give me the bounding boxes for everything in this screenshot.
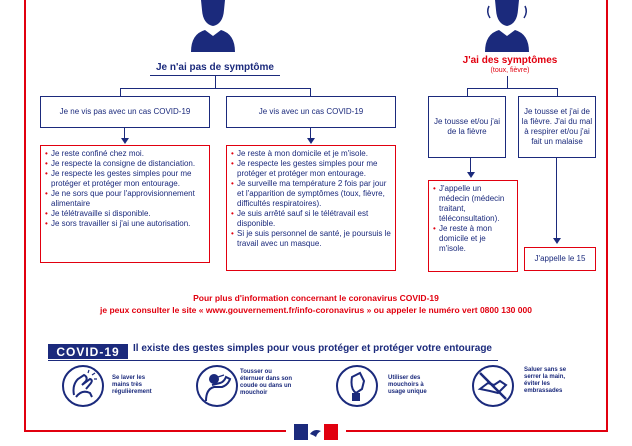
list-item: • Je reste confiné chez moi. <box>45 149 205 159</box>
marianne-logo <box>294 424 338 440</box>
covid-badge: COVID-19 <box>48 344 128 359</box>
list-item: • Si je suis personnel de santé, je poursuis le travail avec un masque. <box>231 229 391 249</box>
arrow-down-icon <box>553 238 561 244</box>
list-item: • Je suis arrêté sauf si le télétravail est disponible. <box>231 209 391 229</box>
list-item: • Je respecte les gestes simples pour me protéger et protéger mon entourage. <box>231 159 391 179</box>
connector-left-b <box>310 88 311 96</box>
gestures-title: Il existe des gestes simples pour vous protéger et protéger votre entourage <box>133 343 492 354</box>
option-severe-symptoms: Je tousse et j'ai de la fièvre. J'ai du mal à respirer et/ou j'ai fait un malaise <box>518 96 596 158</box>
no-symptom-heading: Je n'ai pas de symptôme <box>156 61 274 73</box>
hand-washing-icon <box>62 365 104 407</box>
connector-left-bar <box>120 88 310 89</box>
arrow-down-icon <box>121 138 129 144</box>
frame-bottom-border-right <box>346 430 608 432</box>
list-item: • Je télétravaille si disponible. <box>45 209 205 219</box>
call-15-box: J'appelle le 15 <box>524 247 596 271</box>
connector-right-d <box>557 88 558 96</box>
info-line-2: je peux consulter le site « www.gouvernement.fr/info-coronavirus » ou appeler le numéro vert 0800 130 000 <box>100 304 532 315</box>
list-item: • Je respecte les gestes simples pour me protéger et protéger mon entourage. <box>45 169 205 189</box>
arrow-stem-d <box>556 158 557 238</box>
person-symptom-icon <box>481 0 533 52</box>
frame-bottom-border-left <box>24 430 286 432</box>
connector-right-stem <box>507 76 508 88</box>
arrow-stem-c <box>470 158 471 172</box>
symptom-subheading: (toux, fièvre) <box>490 67 530 74</box>
gestures-underline <box>48 360 498 361</box>
list-item: • Je sors travailler si j'ai une autorisation. <box>45 219 205 229</box>
sneeze-elbow-icon <box>196 365 238 407</box>
arrow-down-icon <box>467 172 475 178</box>
advice-list-cough-or-fever <box>428 180 518 272</box>
connector-left-a <box>120 88 121 96</box>
list-item: • Je ne sors que pour l'approvisionnement alimentaire <box>45 189 205 209</box>
option-not-living-with-case: Je ne vis pas avec un cas COVID-19 <box>40 96 210 128</box>
gesture-text-sneeze-elbow: Tousser ou éternuer dans son coude ou dans un mouchoir <box>240 369 293 396</box>
symptom-heading: J'ai des symptômes <box>462 54 558 66</box>
gesture-text-wash-hands: Se laver les mains très régulièrement <box>112 375 152 395</box>
arrow-down-icon <box>307 138 315 144</box>
info-line-1: Pour plus d'information concernant le coronavirus COVID-19 <box>193 292 439 303</box>
list-item: • Je reste à mon domicile et je m'isole. <box>433 224 513 254</box>
connector-right-bar <box>467 88 557 89</box>
list-item: • J'appelle un médecin (médecin traitant, téléconsultation). <box>433 184 513 224</box>
gesture-text-no-handshake: Saluer sans se serrer la main, éviter les embrassades <box>524 367 567 394</box>
arrow-stem-b <box>310 128 311 138</box>
frame-left-border <box>24 0 26 432</box>
connector-left-stem <box>215 76 216 88</box>
frame-right-border <box>606 0 608 432</box>
arrow-stem-a <box>124 128 125 138</box>
tissue-icon <box>336 365 378 407</box>
list-item: • Je surveille ma température 2 fois par jour et l'apparition de symptômes (toux, fièvre, difficultés respiratoires). <box>231 179 391 209</box>
person-no-symptom-icon <box>187 0 239 52</box>
list-item: • Je reste à mon domicile et je m'isole. <box>231 149 391 159</box>
connector-right-c <box>467 88 468 96</box>
no-handshake-icon <box>472 365 514 407</box>
advice-list-living-with-case <box>226 145 396 271</box>
list-item: • Je respecte la consigne de distanciation. <box>45 159 205 169</box>
gesture-text-tissue: Utiliser des mouchoirs à usage unique <box>388 375 427 395</box>
option-living-with-case: Je vis avec un cas COVID-19 <box>226 96 396 128</box>
option-cough-or-fever: Je tousse et/ou j'ai de la fièvre <box>428 96 506 158</box>
advice-list-not-living-with-case <box>40 145 210 263</box>
